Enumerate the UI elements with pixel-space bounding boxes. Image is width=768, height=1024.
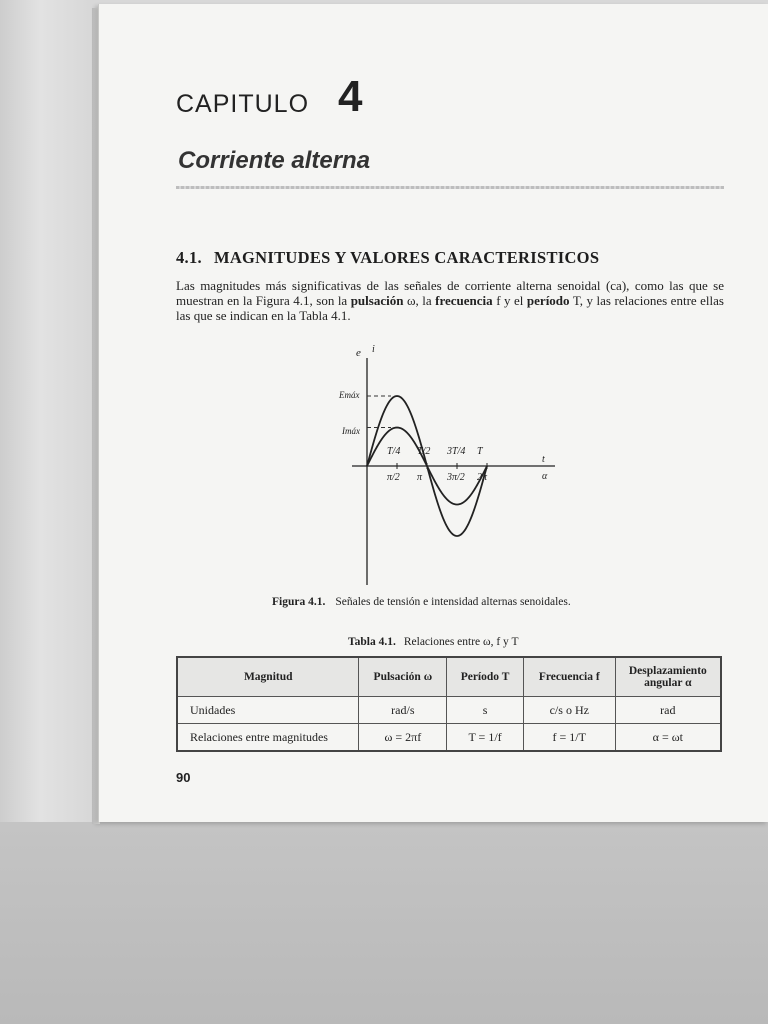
imax-label: Imáx bbox=[342, 426, 360, 436]
figure-caption-text: Señales de tensión e intensidad alternas senoidales. bbox=[335, 596, 571, 608]
figure-caption-number: Figura 4.1. bbox=[272, 596, 326, 608]
header-periodo: Período T bbox=[447, 657, 524, 697]
time-axis-label: t bbox=[542, 454, 545, 465]
chapter-number: 4 bbox=[338, 72, 363, 121]
table-row bbox=[177, 697, 721, 724]
paragraph-text: Las magnitudes más significativas de las señales de corriente alterna senoidal (ca), como las que se muestran en la Figura 4.1, son la bbox=[176, 278, 724, 308]
scanner-shadow bbox=[0, 822, 768, 1024]
paragraph-text: f y el bbox=[492, 293, 527, 308]
table-cell: Unidades bbox=[177, 697, 359, 724]
angle-axis-label: α bbox=[542, 471, 548, 482]
table-caption bbox=[348, 636, 519, 648]
axis-label-i: i bbox=[372, 344, 375, 355]
table-caption-number: Tabla 4.1. bbox=[348, 636, 396, 648]
page-number: 90 bbox=[176, 770, 191, 785]
table-cell: T = 1/f bbox=[447, 724, 524, 752]
angle-tick-label: π/2 bbox=[387, 472, 400, 483]
table-caption-text: Relaciones entre ω, f y T bbox=[403, 636, 519, 648]
table-cell: ω = 2πf bbox=[359, 724, 447, 752]
chapter-label: CAPITULO bbox=[176, 90, 310, 118]
header-magnitud: Magnitud bbox=[177, 657, 359, 697]
term-periodo: período bbox=[526, 293, 570, 308]
time-tick-label: T/2 bbox=[417, 446, 431, 457]
table-cell: c/s o Hz bbox=[523, 697, 615, 724]
relations-table bbox=[176, 656, 722, 752]
title-divider bbox=[176, 186, 724, 189]
time-tick-label: T bbox=[477, 446, 483, 457]
angle-tick-label: 3π/2 bbox=[447, 472, 465, 483]
time-tick-label: 3T/4 bbox=[447, 446, 466, 457]
paragraph-text: T, y las relaciones entre ellas las que se indican en la Tabla 4.1. bbox=[176, 293, 724, 323]
section-number: 4.1. bbox=[176, 248, 202, 267]
axis-label-e: e bbox=[356, 347, 361, 359]
term-frecuencia: frecuencia bbox=[435, 293, 493, 308]
table-cell: s bbox=[447, 697, 524, 724]
table-cell: Relaciones entre magnitudes bbox=[177, 724, 359, 752]
table-cell: rad/s bbox=[359, 697, 447, 724]
table-header-row bbox=[177, 657, 721, 697]
table-row bbox=[177, 724, 721, 752]
figure-caption bbox=[272, 596, 571, 608]
section-title: MAGNITUDES Y VALORES CARACTERISTICOS bbox=[213, 248, 600, 267]
paragraph-text: ω, la bbox=[403, 293, 436, 308]
angle-tick-label: π bbox=[417, 472, 423, 483]
chapter-title: Corriente alterna bbox=[178, 147, 371, 174]
table-cell: rad bbox=[615, 697, 721, 724]
section-heading bbox=[176, 248, 599, 268]
sine-wave-figure bbox=[330, 340, 570, 590]
term-pulsacion: pulsación bbox=[350, 293, 404, 308]
angle-tick-label: 2π bbox=[477, 472, 488, 483]
emax-label: Emáx bbox=[339, 390, 360, 400]
intro-paragraph bbox=[176, 278, 724, 323]
table-cell: f = 1/T bbox=[523, 724, 615, 752]
time-tick-label: T/4 bbox=[387, 446, 401, 457]
header-frecuencia: Frecuencia f bbox=[523, 657, 615, 697]
header-desplazamiento: Desplazamiento angular α bbox=[615, 657, 721, 697]
table-cell: α = ωt bbox=[615, 724, 721, 752]
header-pulsacion: Pulsación ω bbox=[359, 657, 447, 697]
